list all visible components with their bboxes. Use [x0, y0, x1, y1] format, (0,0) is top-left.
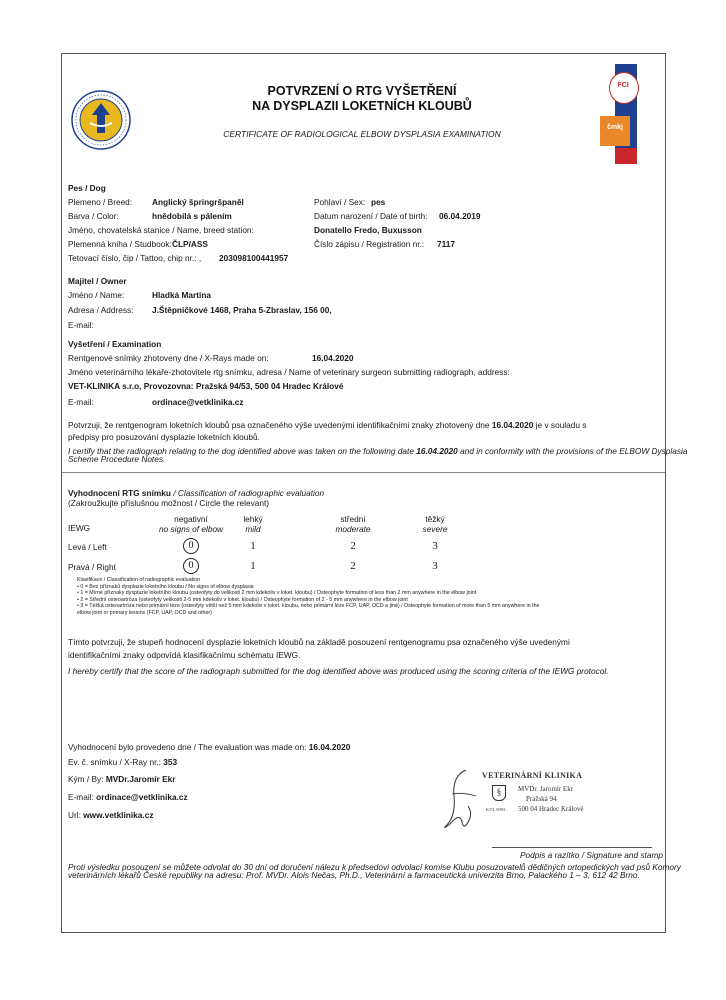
stamp-prefix: KVL 0093 — [486, 807, 506, 812]
col-moderate-header: střední moderate — [335, 514, 371, 534]
sex-value: pes — [371, 197, 386, 207]
xray-date-value: 16.04.2020 — [312, 353, 354, 363]
footer-email-row: E-mail: ordinace@vetklinika.cz — [68, 792, 188, 802]
registration-label: Číslo zápisu / Registration nr.: — [314, 239, 425, 249]
color-label: Barva / Color: — [68, 211, 119, 221]
fci-logo-text: FCI — [617, 82, 629, 89]
stamp-line-1: VETERINÁRNÍ KLINIKA — [482, 771, 583, 780]
owner-address-value: J.Štěpničkové 1468, Praha 5-Zbraslav, 156 00, — [152, 305, 332, 315]
signature-caption: Podpis a razítko / Signature and stamp — [520, 850, 663, 860]
stamp-line-2: MVDr. Jaromír Ekr — [518, 785, 574, 793]
owner-email-label: E-mail: — [68, 320, 94, 330]
clinic-stamp — [482, 771, 642, 813]
confirm-en-line-2: Scheme Procedure Notes. — [68, 454, 166, 464]
stamp-line-3: Pražská 94 — [526, 795, 557, 803]
owner-heading: Majitel / Owner — [68, 276, 127, 286]
breed-value: Anglický špringršpaněl — [152, 197, 244, 207]
name-label: Jméno, chovatelská stanice / Name, breed station: — [68, 225, 254, 235]
name-value: Donatello Fredo, Buxusson — [314, 225, 422, 235]
col-mild-header: lehký mild — [243, 514, 263, 534]
exam-email-value: ordinace@vetklinika.cz — [152, 397, 244, 407]
classification-legend — [77, 577, 657, 617]
title-line-1: POTVRZENÍ O RTG VYŠETŘENÍ — [267, 84, 457, 98]
vet-label: Jméno veterinárního lékaře-zhotovitele rtg snímku, adresa / Name of veterinary surgeon submitting radiograph, address: — [68, 367, 510, 377]
vet-society-logo-icon — [70, 89, 132, 151]
iewg-label: IEWG — [68, 523, 91, 533]
breed-label: Plemeno / Breed: — [68, 197, 133, 207]
owner-address-label: Adresa / Address: — [68, 305, 134, 315]
fci-cmkj-logo-icon — [607, 64, 637, 164]
legend-line: • 2 = Střední osteoartróza (osteofyty velikosti 2-5 mm kdekoliv v loket. kloubu) / Osteophyte formation of 2 - 5 mm anywhere in the elbow joint — [77, 596, 408, 603]
sex-label: Pohlaví / Sex: — [314, 197, 366, 207]
studbook-label: Plemenná kniha / Studbook: — [68, 239, 172, 249]
legend-line: • 3 = Těžká osteoartróza nebo primární léze (osteofyty větší než 5 mm kdekoliv v loket. kloubu, nebo primární léze FCP, UAP, OCD a jiné) / Osteophyte formation of more than 5 mm anywhere in the — [77, 603, 540, 610]
xray-nr-row: Ev. č. snímku / X-Ray nr.: 353 — [68, 757, 178, 767]
signature-line — [492, 847, 652, 848]
registration-value: 7117 — [437, 239, 455, 249]
tattoo-label: Tetovací číslo, čip / Tattoo, chip nr.: , — [68, 253, 202, 263]
left-elbow-label: Levá / Left — [68, 542, 107, 552]
eval-note: (Zakroužkujte příslušnou možnost / Circle the relevant) — [68, 498, 270, 508]
dob-label: Datum narození / Date of birth: — [314, 211, 428, 221]
confirm-cz-line-2: předpisy pro posuzování dysplazie loketních kloubů. — [68, 432, 260, 442]
subtitle: CERTIFICATE OF RADIOLOGICAL ELBOW DYSPLASIA EXAMINATION — [223, 129, 501, 139]
legend-line: • 1 = Mírné příznaky dysplazie loketního kloubu (osteofyty do velikosti 2 mm kdekoliv v loket. kloubu) / Osteophyte formation of less than 2 mm anywhere in the elbow joint — [77, 590, 477, 597]
right-grade-3[interactable]: 3 — [432, 560, 438, 572]
signature-icon — [432, 766, 482, 836]
stamp-line-4: 500 04 Hradec Králové — [518, 805, 584, 813]
xray-date-label: Rentgenové snímky zhotoveny dne / X-Rays made on: — [68, 353, 269, 363]
left-grade-0[interactable]: 0 — [171, 538, 211, 554]
appeal-line-1: Proti výsledku posouzení se můžete odvolat do 30 dní od doručení nálezu k předsedovi odvolací komise Klubu posuzovatelů dědičných ortopedických vad psů Komory — [68, 862, 681, 872]
eval-date-row: Vyhodnocení bylo provedeno dne / The evaluation was made on: 16.04.2020 — [68, 742, 351, 752]
right-grade-1[interactable]: 1 — [250, 560, 256, 572]
tattoo-value: 203098100441957 — [219, 253, 289, 263]
studbook-value: ČLP/ASS — [172, 239, 208, 249]
url-row: Url: www.vetklinika.cz — [68, 810, 154, 820]
col-negative-header: negativní no signs of elbow — [158, 514, 224, 534]
owner-name-label: Jméno / Name: — [68, 290, 125, 300]
color-value: hnědobílá s pálením — [152, 211, 232, 221]
right-grade-2[interactable]: 2 — [350, 560, 356, 572]
left-grade-2[interactable]: 2 — [350, 540, 356, 552]
exam-heading: Vyšetření / Examination — [68, 339, 162, 349]
confirm-cz-line-1: Potvrzuji, že rentgenogram loketních kloubů psa označeného výše uvedenými identifikačními znaky zhotovený dne 16.04.2020 je v souladu s — [68, 420, 587, 430]
certify-cz-line-2: identifikačními znaky odpovídá klasifikačnímu schématu IEWG. — [68, 650, 301, 660]
certificate-sheet — [61, 53, 688, 933]
dog-heading: Pes / Dog — [68, 183, 106, 193]
left-grade-3[interactable]: 3 — [432, 540, 438, 552]
owner-name-value: Hladká Martina — [152, 290, 212, 300]
title-line-2: NA DYSPLAZII LOKETNÍCH KLOUBŮ — [252, 99, 472, 113]
stamp-shield-icon: § — [492, 785, 506, 801]
section-divider — [62, 472, 665, 473]
cmkj-logo-text: čmkj — [607, 124, 623, 131]
col-severe-header: těžký severe — [422, 514, 448, 534]
exam-email-label: E-mail: — [68, 397, 94, 407]
legend-line: • 0 = Bez příznaků dysplazie loketního kloubu / No signs of elbow dysplasia — [77, 583, 254, 590]
confirm-en-line-1: I certify that the radiograph relating to the dog identified above was taken on the following date 16.04.2020 and in conformity with the provisions of the ELBOW Dysplasia — [68, 446, 688, 456]
dob-value: 06.04.2019 — [439, 211, 481, 221]
by-row: Kým / By: MVDr.Jaromír Ekr — [68, 774, 176, 784]
right-elbow-label: Pravá / Right — [68, 562, 116, 572]
legend-line: elbow joint or primary lesions (FCP, UAP, OCD and other) — [77, 609, 212, 616]
left-grade-1[interactable]: 1 — [250, 540, 256, 552]
certify-cz-line-1: Tímto potvrzuji, že stupeň hodnocení dysplazie loketních kloubů na základě posouzení rentgenogramu psa označeného výše uvedenými — [68, 637, 570, 647]
eval-heading: Vyhodnocení RTG snímku / Classification of radiographic evaluation — [68, 488, 325, 498]
legend-line: Klasifikace / Classification of radiographic evaluation — [77, 577, 201, 583]
right-grade-0[interactable]: 0 — [171, 558, 211, 574]
vet-value: VET-KLINIKA s.r.o, Provozovna: Pražská 94/53, 500 04 Hradec Králové — [68, 381, 344, 391]
certify-en: I hereby certify that the score of the radiograph submitted for the dog identified above was produced using the scoring criteria of the IEWG protocol. — [68, 666, 609, 676]
appeal-line-2: veterinárních lékařů České republiky na adresu: Prof. MVDr. Alois Nečas, Ph.D., Veterinární a farmaceutická univerzita Brno, Palackého 1 – 3, 612 42 Brno. — [68, 870, 640, 880]
